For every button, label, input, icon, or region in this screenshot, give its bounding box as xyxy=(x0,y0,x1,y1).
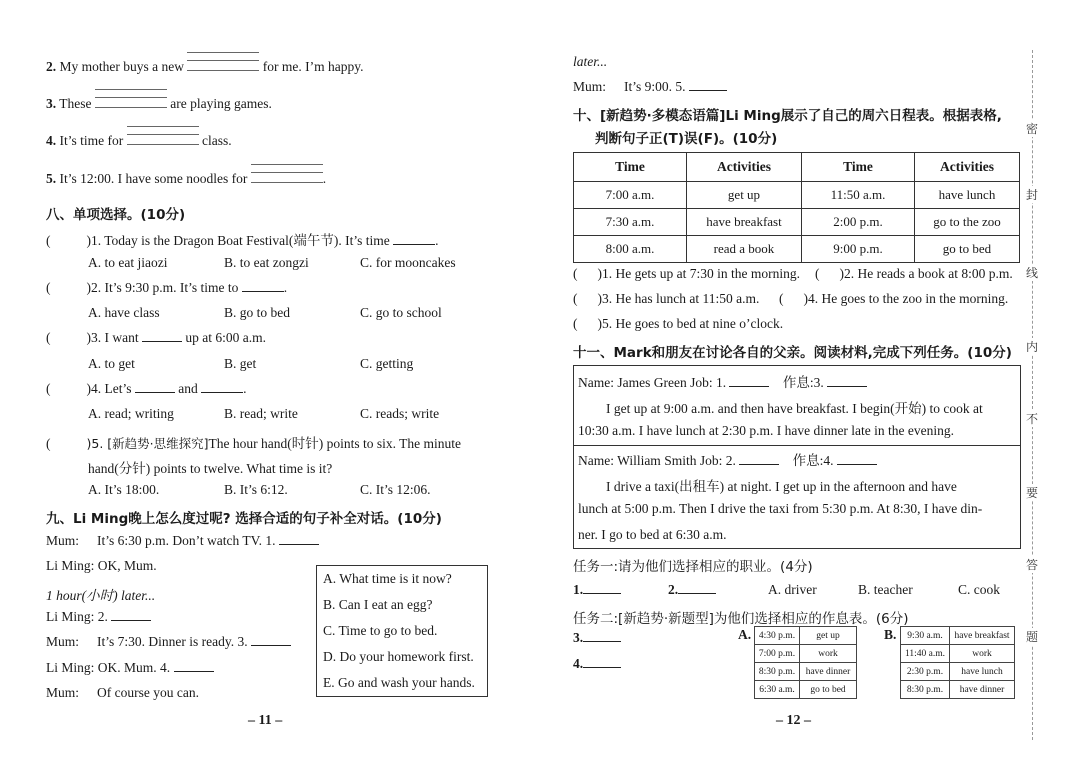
section-10-title: 十、[新趋势·多模态语篇]Li Ming展示了自己的周六日程表。根据表格, xyxy=(573,108,1002,124)
mc-question-2: ( )2. It’s 9:30 p.m. It’s time to . xyxy=(46,280,288,295)
q3-option-a: A. to get xyxy=(88,356,135,371)
mc-question-4: ( )4. Let’s and . xyxy=(46,381,247,396)
dialog-line-1: Mum: It’s 6:30 p.m. Don’t watch TV. 1. xyxy=(46,533,319,549)
passage-1-text: 10:30 a.m. I have lunch at 2:30 p.m. I have dinner late in the evening. xyxy=(578,423,955,438)
option-c: C. Time to go to bed. xyxy=(323,623,438,638)
tf-item-5: ( )5. He goes to bed at nine o’clock. xyxy=(573,316,784,331)
blank[interactable] xyxy=(251,644,291,646)
dialog-line-5: Mum: It’s 7:30. Dinner is ready. 3. xyxy=(46,634,291,650)
tf-item-4: ( )4. He goes to the zoo in the morning. xyxy=(779,291,1009,306)
q2-option-b: B. go to bed xyxy=(224,305,290,320)
fill-item-3: 3. These are playing games. xyxy=(46,95,272,115)
passage-1-header: Name: James Green Job: 1. 作息:3. xyxy=(578,371,867,391)
passage-2-header: Name: William Smith Job: 2. 作息:4. xyxy=(578,449,877,469)
blank[interactable] xyxy=(837,463,877,465)
q4-option-c: C. reads; write xyxy=(360,406,440,421)
divider xyxy=(574,445,1020,446)
task-1-answer-1: 1. xyxy=(573,582,621,598)
section-8-title: 八、单项选择。(10分) xyxy=(46,207,186,223)
tf-item-1: ( )1. He gets up at 7:30 in the morning. xyxy=(573,266,800,281)
blank[interactable] xyxy=(583,640,621,642)
dialog-line-6: Li Ming: OK. Mum. 4. xyxy=(46,660,214,676)
dialog-line-4: Li Ming: 2. xyxy=(46,609,151,625)
option-a: A. What time is it now? xyxy=(323,571,452,586)
answer-lines[interactable] xyxy=(251,170,323,190)
fill-item-5: 5. It’s 12:00. I have some noodles for . xyxy=(46,170,326,190)
answer-lines[interactable] xyxy=(127,132,199,152)
q5-option-a: A. It’s 18:00. xyxy=(88,482,160,497)
task-1-title: 任务一:请为他们选择相应的职业。(4分) xyxy=(573,559,813,575)
section-11-title: 十一、Mark和朋友在讨论各自的父亲。阅读材料,完成下列任务。(10分) xyxy=(573,345,1012,361)
blank[interactable] xyxy=(583,666,621,668)
seal-char: 封 xyxy=(1025,188,1038,202)
seal-char: 内 xyxy=(1025,340,1038,354)
dialog-options-box xyxy=(316,565,488,697)
blank[interactable] xyxy=(729,385,769,387)
q1-option-a: A. to eat jiaozi xyxy=(88,255,168,270)
answer-lines[interactable] xyxy=(187,58,259,78)
q3-option-c: C. getting xyxy=(360,356,414,371)
q3-option-b: B. get xyxy=(224,356,257,371)
q4-option-a: A. read; writing xyxy=(88,406,174,421)
blank[interactable] xyxy=(827,385,867,387)
dialog-line-8: Mum: It’s 9:00. 5. xyxy=(573,79,727,95)
reading-passage-box xyxy=(573,365,1021,549)
schedule-table xyxy=(573,152,1020,263)
task-2-answer-3: 3. xyxy=(573,630,621,646)
passage-2-text: lunch at 5:00 p.m. Then I drive the taxi from 5:30 p.m. At 8:30, I have din- xyxy=(578,501,983,516)
blank[interactable] xyxy=(393,243,435,245)
schedule-row: 7:00 a.m. get up 11:50 a.m. have lunch xyxy=(574,182,1020,209)
q5-stem-2: hand(分针) points to twelve. What time is it? xyxy=(88,461,333,476)
passage-1-text: I get up at 9:00 a.m. and then have breakfast. I begin(开始) to cook at xyxy=(606,401,983,416)
mc-question-5: ( )5. [新趋势·思维探究]The hour hand(时针) points to six. The minute xyxy=(46,436,461,451)
section-10-title-line2: 判断句子正(T)误(F)。(10分) xyxy=(595,131,778,147)
blank[interactable] xyxy=(739,463,779,465)
task-1-answer-2: 2. xyxy=(668,582,716,598)
option-d: D. Do your homework first. xyxy=(323,649,474,664)
seal-char: 不 xyxy=(1025,412,1038,426)
dialog-time-note: 1 hour(小时) later... xyxy=(46,588,156,603)
seal-char: 线 xyxy=(1025,266,1038,280)
blank[interactable] xyxy=(174,670,214,672)
schedule-header-row: Time Activities Time Activities xyxy=(574,153,1020,182)
answer-lines[interactable] xyxy=(95,95,167,115)
dialog-line-2: Li Ming: OK, Mum. xyxy=(46,558,157,573)
schedule-row: 7:30 a.m. have breakfast 2:00 p.m. go to the zoo xyxy=(574,209,1020,236)
tf-item-2: ( )2. He reads a book at 8:00 p.m. xyxy=(815,266,1013,281)
mc-question-3: ( )3. I want up at 6:00 a.m. xyxy=(46,330,266,345)
blank[interactable] xyxy=(689,89,727,91)
job-option-a: A. driver xyxy=(768,582,817,597)
schedule-a-label: A. xyxy=(738,627,752,642)
fill-item-2: 2. My mother buys a new for me. I’m happy. xyxy=(46,58,363,78)
page-number-left: – 11 – xyxy=(248,713,283,728)
option-b: B. Can I eat an egg? xyxy=(323,597,433,612)
q1-option-b: B. to eat zongzi xyxy=(224,255,309,270)
section-9-title: 九、Li Ming晚上怎么度过呢? 选择合适的句子补全对话。(10分) xyxy=(46,511,442,527)
q4-option-b: B. read; write xyxy=(224,406,298,421)
blank[interactable] xyxy=(583,592,621,594)
option-e: E. Go and wash your hands. xyxy=(323,675,475,690)
schedule-row: 8:00 a.m. read a book 9:00 p.m. go to bed xyxy=(574,236,1020,263)
dialog-line-7: Mum: Of course you can. xyxy=(46,685,199,700)
schedule-b-label: B. xyxy=(884,627,897,642)
seal-char: 要 xyxy=(1025,486,1038,500)
q5-option-b: B. It’s 6:12. xyxy=(224,482,288,497)
q2-option-a: A. have class xyxy=(88,305,160,320)
seal-char: 密 xyxy=(1025,122,1038,136)
blank[interactable] xyxy=(111,619,151,621)
blank[interactable] xyxy=(678,592,716,594)
blank[interactable] xyxy=(242,290,284,292)
tf-item-3: ( )3. He has lunch at 11:50 a.m. xyxy=(573,291,760,306)
dialog-later: later... xyxy=(573,54,608,69)
job-option-c: C. cook xyxy=(958,582,1000,597)
q2-option-c: C. go to school xyxy=(360,305,442,320)
seal-char: 答 xyxy=(1025,558,1038,572)
fill-item-4: 4. It’s time for class. xyxy=(46,132,232,152)
page-number-right: – 12 – xyxy=(776,713,811,728)
blank[interactable] xyxy=(279,543,319,545)
job-option-b: B. teacher xyxy=(858,582,913,597)
task-2-title: 任务二:[新趋势·新题型]为他们选择相应的作息表。(6分) xyxy=(573,611,909,627)
blank[interactable] xyxy=(201,391,243,393)
passage-2-text: I drive a taxi(出租车) at night. I get up in the afternoon and have xyxy=(606,479,957,494)
passage-2-text: ner. I go to bed at 6:30 a.m. xyxy=(578,527,727,542)
q1-option-c: C. for mooncakes xyxy=(360,255,456,270)
mc-question-1: ( )1. Today is the Dragon Boat Festival(端午节). It’s time . xyxy=(46,233,439,248)
seal-char: 题 xyxy=(1025,630,1038,644)
q5-option-c: C. It’s 12:06. xyxy=(360,482,431,497)
item-number: 2. xyxy=(46,59,57,75)
blank[interactable] xyxy=(135,391,175,393)
schedule-a-table: 4:30 p.m. get up 7:00 p.m. work 8:30 p.m. have dinner 6:30 a.m. go to bed xyxy=(754,626,857,699)
blank[interactable] xyxy=(142,340,182,342)
schedule-b-table: 9:30 a.m. have breakfast 11:40 a.m. work 2:30 p.m. have lunch 8:30 p.m. have dinner xyxy=(900,626,1015,699)
task-2-answer-4: 4. xyxy=(573,656,621,672)
